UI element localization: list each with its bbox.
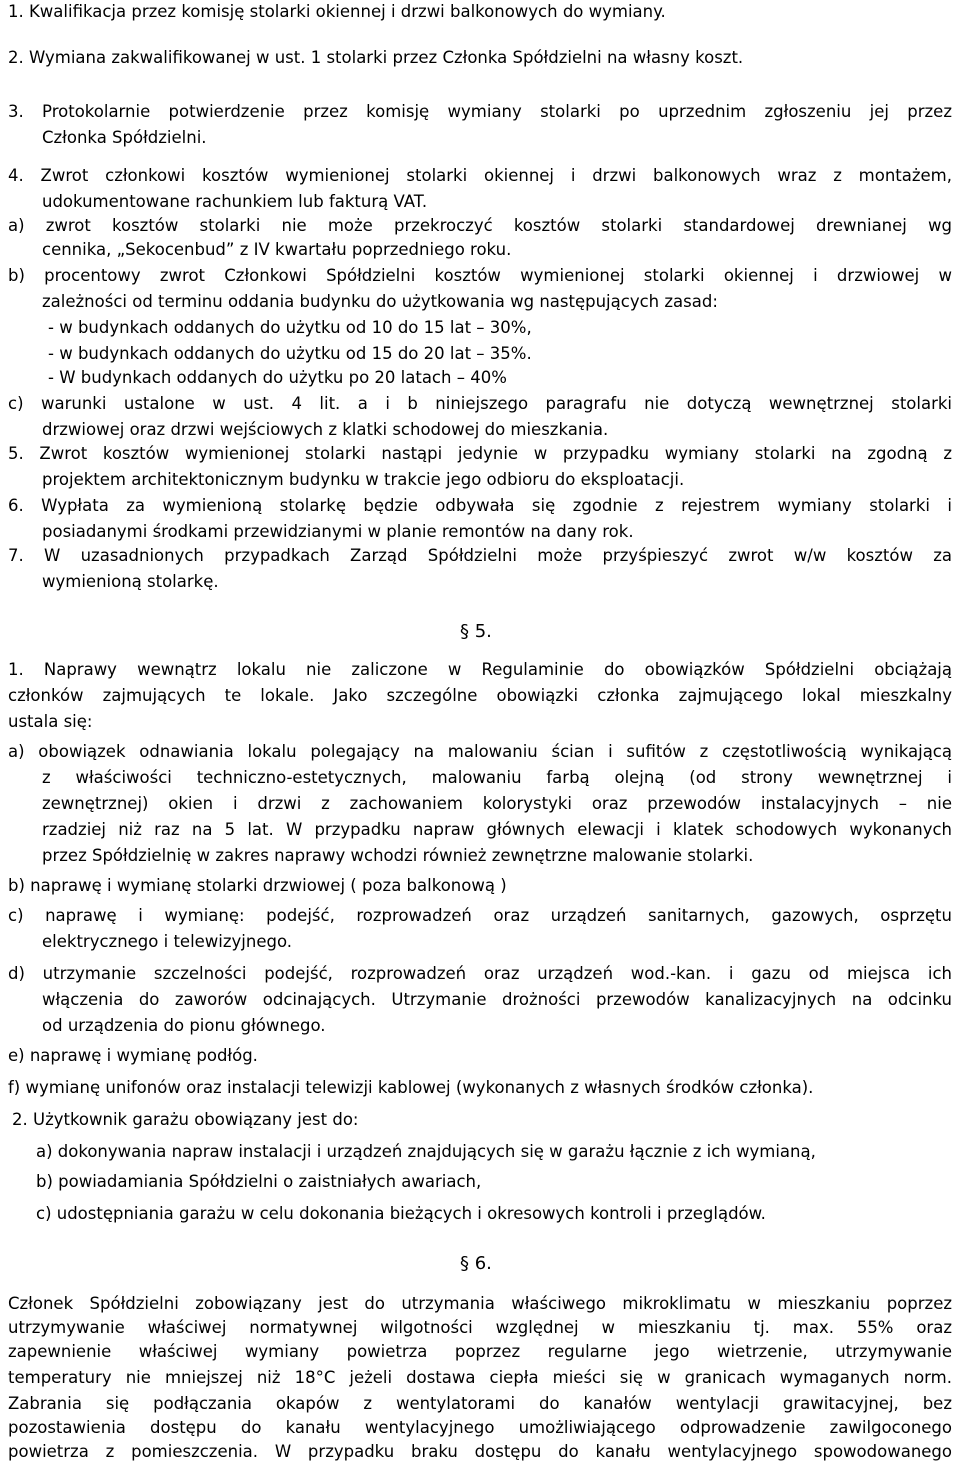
s5-item-e: e) naprawę i wymianę podłóg.: [8, 1046, 258, 1065]
dash-item-1: - w budynkach oddanych do użytku od 10 do 15 lat – 30%,: [48, 318, 532, 337]
item-6: 6. Wypłata za wymienioną stolarkę będzie odbywała się zgodnie z rejestrem wymiany stolarki i: [8, 496, 952, 515]
s5-item-c: c) naprawę i wymianę: podejść, rozprowadzeń oraz urządzeń sanitarnych, gazowych, osprzętu: [8, 906, 952, 925]
s5-item-d-cont-2: od urządzenia do pionu głównego.: [42, 1016, 326, 1035]
s5-para-1-end: ustala się:: [8, 712, 93, 731]
s5-item-a-cont-2: zewnętrznej) okien i drzwi z zachowaniem kolorystyki oraz przewodów instalacyjnych – nie: [42, 794, 952, 813]
s5-item-d: d) utrzymanie szczelności podejść, rozprowadzeń oraz urządzeń wod.-kan. i gazu od miejsca ich: [8, 964, 952, 983]
section-heading-5: § 5.: [460, 621, 492, 642]
s5-item-a-cont-3: rzadziej niż raz na 5 lat. W przypadku napraw głównych elewacji i klatek schodowych wykonanych: [42, 820, 952, 839]
item-4: 4. Zwrot członkowi kosztów wymienionej stolarki okiennej i drzwi balkonowych wraz z montażem,: [8, 166, 952, 185]
s6-para-line-6: pozostawienia dostępu do kanału wentylacyjnego umożliwiającego odprowadzenie zawilgoconego: [8, 1418, 952, 1437]
item-3: 3. Protokolarnie potwierdzenie przez komisję wymiany stolarki po uprzednim zgłoszeniu jej przez: [8, 102, 952, 121]
dash-item-2: - w budynkach oddanych do użytku od 15 do 20 lat – 35%.: [48, 344, 532, 363]
s5-item-c-cont: elektrycznego i telewizyjnego.: [42, 932, 293, 951]
s6-para-line-5: Zabrania się podłączania okapów z wentylatorami do kanałów wentylacji grawitacyjnej, bez: [8, 1394, 952, 1413]
s6-para-line-3: zapewnienie właściwej wymiany powietrza poprzez regularne jego wietrzenie, utrzymywanie: [8, 1342, 952, 1361]
item-4c: c) warunki ustalone w ust. 4 lit. a i b niniejszego paragrafu nie dotyczą wewnętrznej stolarki: [8, 394, 952, 413]
item-4a-cont: cennika, „Sekocenbud” z IV kwartału poprzedniego roku.: [42, 240, 512, 259]
item-4-cont: udokumentowane rachunkiem lub fakturą VAT.: [42, 192, 428, 211]
s5-item-a: a) obowiązek odnawiania lokalu polegający na malowaniu ścian i sufitów z częstotliwością wynikającą: [8, 742, 952, 761]
s5-p2-item-a: a) dokonywania napraw instalacji i urządzeń znajdujących się w garażu łącznie z ich wymianą,: [36, 1142, 816, 1161]
item-4b-cont: zależności od terminu oddania budynku do użytkowania wg następujących zasad:: [42, 292, 718, 311]
s6-para-line-2: utrzymywanie właściwej normatywnej wilgotności względnej w mieszkaniu tj. max. 55% oraz: [8, 1318, 952, 1337]
s5-p2-item-b: b) powiadamiania Spółdzielni o zaistniałych awariach,: [36, 1172, 482, 1191]
s5-item-a-cont-1: z właściwości techniczno-estetycznych, malowaniu farbą olejną (od strony wewnętrznej i: [42, 768, 952, 787]
s5-item-b: b) naprawę i wymianę stolarki drzwiowej ( poza balkonową ): [8, 876, 507, 895]
s5-para-2: 2. Użytkownik garażu obowiązany jest do:: [12, 1110, 359, 1129]
s6-para-line-1: Członek Spółdzielni zobowiązany jest do utrzymania właściwego mikroklimatu w mieszkaniu poprzez: [8, 1294, 952, 1313]
item-4c-cont: drzwiowej oraz drzwi wejściowych z klatki schodowej do mieszkania.: [42, 420, 609, 439]
s5-item-a-cont-4: przez Spółdzielnię w zakres naprawy wchodzi również zewnętrzne malowanie stolarki.: [42, 846, 754, 865]
s5-item-f: f) wymianę unifonów oraz instalacji telewizji kablowej (wykonanych z własnych środków członka).: [8, 1078, 814, 1097]
item-2: 2. Wymiana zakwalifikowanej w ust. 1 stolarki przez Członka Spółdzielni na własny koszt.: [8, 48, 744, 67]
item-5-cont: projektem architektonicznym budynku w trakcie jego odbioru do eksploatacji.: [42, 470, 685, 489]
item-7: 7. W uzasadnionych przypadkach Zarząd Spółdzielni może przyśpieszyć zwrot w/w kosztów za: [8, 546, 952, 565]
section-heading-6: § 6.: [460, 1253, 492, 1274]
item-4a: a) zwrot kosztów stolarki nie może przekroczyć kosztów stolarki standardowej drewnianej wg: [8, 216, 952, 235]
dash-item-3: - W budynkach oddanych do użytku po 20 latach – 40%: [48, 368, 507, 387]
s6-para-line-4: temperatury nie mniejszej niż 18°C jeżeli dostawa ciepła mieści się w granicach wymaganych norm.: [8, 1368, 952, 1387]
item-1: 1. Kwalifikacja przez komisję stolarki okiennej i drzwi balkonowych do wymiany.: [8, 2, 666, 21]
s6-para-line-7: powietrza z pomieszczenia. W przypadku braku dostępu do kanału wentylacyjnego spowodowanego: [8, 1442, 952, 1461]
item-5: 5. Zwrot kosztów wymienionej stolarki nastąpi jedynie w przypadku wymiany stolarki na zgodną z: [8, 444, 952, 463]
item-6-cont: posiadanymi środkami przewidzianymi w planie remontów na dany rok.: [42, 522, 634, 541]
s5-p2-item-c: c) udostępniania garażu w celu dokonania bieżących i okresowych kontroli i przeglądów.: [36, 1204, 766, 1223]
item-7-cont: wymienioną stolarkę.: [42, 572, 219, 591]
s5-para-1-cont: członków zajmujących te lokale. Jako szczególne obowiązki członka zajmującego lokal mieszkalny: [8, 686, 952, 705]
s5-para-1: 1. Naprawy wewnątrz lokalu nie zaliczone w Regulaminie do obowiązków Spółdzielni obciążają: [8, 660, 952, 679]
s5-item-d-cont-1: włączenia do zaworów odcinających. Utrzymanie drożności przewodów kanalizacyjnych na odcinku: [42, 990, 952, 1009]
item-4b: b) procentowy zwrot Członkowi Spółdzielni kosztów wymienionej stolarki okiennej i drzwiowej w: [8, 266, 952, 285]
item-3-cont: Członka Spółdzielni.: [42, 128, 207, 147]
